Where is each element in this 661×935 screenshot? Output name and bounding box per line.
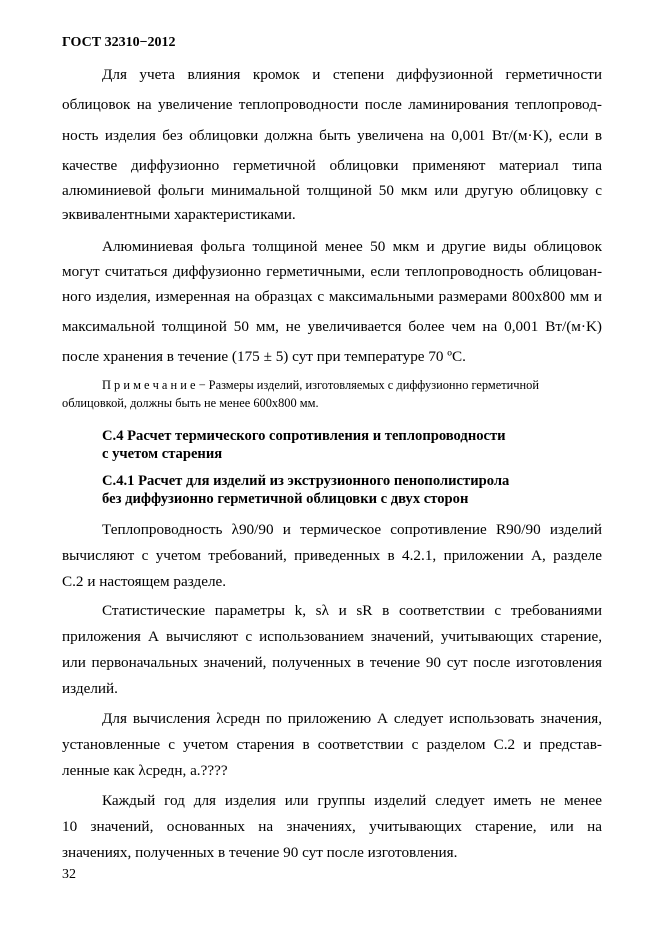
section-heading-c4: С.4 Расчет термического сопротивления и теплопроводности xyxy=(102,428,506,444)
paragraph-5-line: ленные как λсредн, а.???? xyxy=(62,762,228,779)
paragraph-4-line: Статистические параметры k, sλ и sR в соответствии с требованиями xyxy=(102,602,602,619)
paragraph-3-line: С.2 и настоящем разделе. xyxy=(62,573,227,590)
paragraph-1-line: качестве диффузионно герметичной облицовки применяют материал типа xyxy=(62,157,602,174)
paragraph-2-line: после хранения в течение (175 ± 5) сут при температуре 70 ºС. xyxy=(62,348,466,365)
paragraph-4-line: изделий. xyxy=(62,680,118,697)
note-text: − Размеры изделий, изготовляемых с диффузионно герметичной xyxy=(195,378,539,392)
paragraph-4-line: или первоначальных значений, полученных в течение 90 сут после изготовления xyxy=(62,654,602,671)
paragraph-2-line: Алюминиевая фольга толщиной менее 50 мкм и другие виды облицовок xyxy=(102,238,602,255)
paragraph-2-line: могут считаться диффузионно герметичными, если теплопроводность облицован- xyxy=(62,263,602,280)
note-line xyxy=(102,376,602,394)
section-heading-c41: С.4.1 Расчет для изделий из экструзионного пенополистирола xyxy=(102,473,510,489)
paragraph-2-line: максимальной толщиной 50 мм, не увеличивается более чем на 0,001 Вт/(м·K) xyxy=(62,318,602,335)
paragraph-1-line: Для учета влияния кромок и степени диффузионной герметичности xyxy=(102,66,602,83)
paragraph-5-line: Для вычисления λсредн по приложению А следует использовать значения, xyxy=(102,710,602,727)
paragraph-3-line: вычисляют с учетом требований, приведенных в 4.2.1, приложении А, разделе xyxy=(62,547,602,564)
document-header: ГОСТ 32310−2012 xyxy=(62,35,176,50)
paragraph-5-line: установленные с учетом старения в соответствии с разделом С.2 и представ- xyxy=(62,736,602,753)
paragraph-6-line: значениях, полученных в течение 90 сут после изготовления. xyxy=(62,844,458,861)
paragraph-1-line: ность изделия без облицовки должна быть увеличена на 0,001 Вт/(м·K), если в xyxy=(62,127,602,144)
paragraph-6-line: Каждый год для изделия или группы изделий следует иметь не менее xyxy=(102,792,602,809)
section-heading-c41: без диффузионно герметичной облицовки с двух сторон xyxy=(102,491,469,507)
paragraph-4-line: приложения А вычисляют с использованием значений, учитывающих старение, xyxy=(62,628,602,645)
note-label: П р и м е ч а н и е xyxy=(102,378,196,392)
note-line: облицовкой, должны быть не менее 600x800 мм. xyxy=(62,396,319,410)
paragraph-1-line: алюминиевой фольги минимальной толщиной 50 мкм или другую облицовку с xyxy=(62,182,602,199)
page-number: 32 xyxy=(62,867,76,882)
paragraph-1-line: эквивалентными характеристиками. xyxy=(62,206,296,223)
paragraph-1-line: облицовок на увеличение теплопроводности после ламинирования теплопровод- xyxy=(62,96,602,113)
paragraph-2-line: ного изделия, измеренная на образцах с максимальными размерами 800x800 мм и xyxy=(62,288,602,305)
paragraph-6-line: 10 значений, основанных на значениях, учитывающих старение, или на xyxy=(62,818,602,835)
section-heading-c4: с учетом старения xyxy=(102,446,223,462)
paragraph-3-line: Теплопроводность λ90/90 и термическое сопротивление R90/90 изделий xyxy=(102,521,602,538)
